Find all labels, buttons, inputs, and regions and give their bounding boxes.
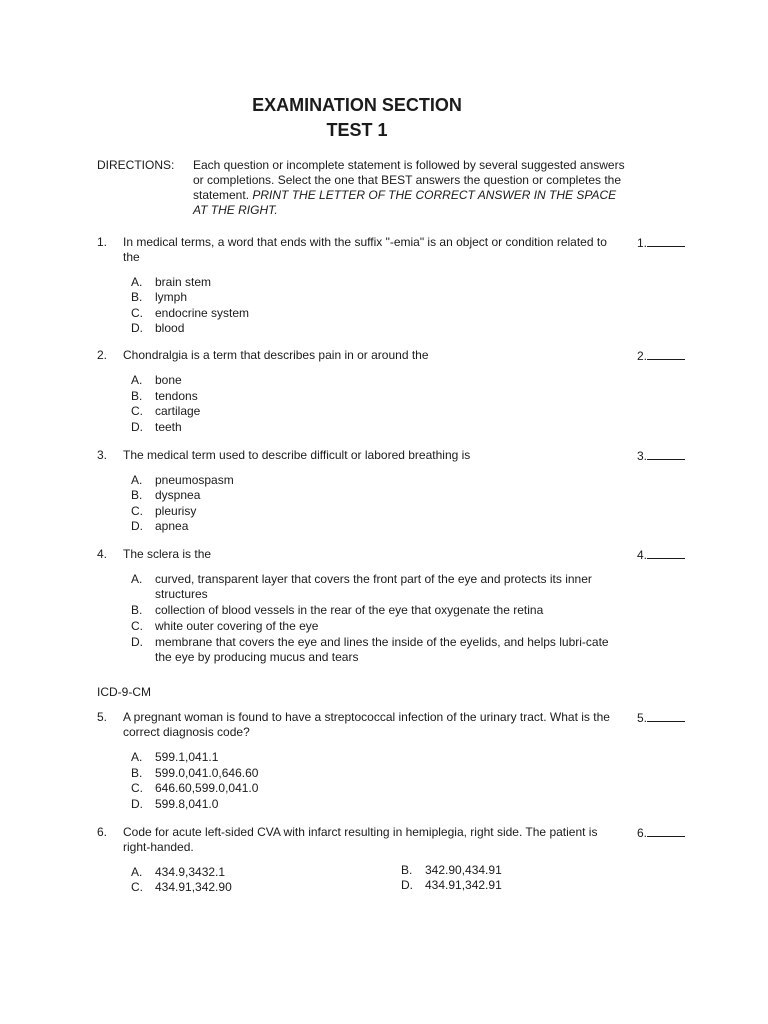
answer-blank[interactable] [637, 235, 685, 251]
option-letter: C. [131, 781, 143, 795]
option-letter: A. [131, 275, 143, 289]
option-text: cartilage [155, 404, 201, 418]
option-letter: A. [131, 750, 143, 764]
question-text: Chondralgia is a term that describes pain in or around the [123, 348, 429, 362]
option-text: teeth [155, 420, 182, 434]
option-text: lymph [155, 290, 188, 304]
option-letter: D. [131, 519, 143, 533]
option-letter: D. [131, 321, 143, 335]
answer-blank[interactable] [637, 448, 685, 464]
answer-blank[interactable] [637, 825, 685, 841]
question-number: 5. [97, 710, 108, 724]
option-text: bone [155, 373, 182, 387]
option-text: curved, transparent layer that covers the front part of the eye and protects its inner structures [155, 572, 592, 601]
option-text: 434.91,342.90 [155, 880, 232, 894]
option-text: collection of blood vessels in the rear of the eye that oxygenate the retina [155, 603, 544, 617]
question-text: In medical terms, a word that ends with the suffix "-emia" is an object or condition related to the [123, 235, 607, 264]
option-letter: C. [131, 404, 143, 418]
option-text: 342.90,434.91 [425, 863, 502, 877]
option-letter: B. [131, 603, 143, 617]
option-text: 434.91,342.91 [425, 878, 502, 892]
question-number: 2. [97, 348, 108, 362]
option-text: endocrine system [155, 306, 250, 320]
option-text: white outer covering of the eye [155, 619, 319, 633]
section-heading: ICD-9-CM [97, 685, 151, 699]
directions-label: DIRECTIONS: [97, 158, 175, 172]
option-letter: B. [131, 389, 143, 403]
option-letter: D. [131, 635, 143, 649]
option-letter: C. [131, 619, 143, 633]
option-text: 599.0,041.0,646.60 [155, 766, 259, 780]
option-text: apnea [155, 519, 189, 533]
answer-blank[interactable] [637, 710, 685, 726]
option-text: 599.1,041.1 [155, 750, 219, 764]
option-letter: B. [131, 488, 143, 502]
option-text: membrane that covers the eye and lines the inside of the eyelids, and helps lubri-cate the eye by producing mucus and tears [155, 635, 609, 664]
answer-number: 1. [637, 236, 648, 250]
option-text: brain stem [155, 275, 212, 289]
option-letter: A. [131, 572, 143, 586]
answer-blank[interactable] [637, 348, 685, 364]
option-letter: B. [131, 290, 143, 304]
question-text: The sclera is the [123, 547, 212, 561]
answer-number: 2. [637, 349, 648, 363]
option-letter: D. [131, 797, 143, 811]
answer-blank[interactable] [637, 547, 685, 563]
answer-number: 4. [637, 548, 648, 562]
option-letter: C. [131, 306, 143, 320]
question-text: A pregnant woman is found to have a streptococcal infection of the urinary tract. What is the correct diagnosis code? [123, 710, 610, 739]
option-letter: A. [131, 473, 143, 487]
option-letter: A. [131, 865, 143, 879]
option-text: 434.9,3432.1 [155, 865, 226, 879]
option-letter: B. [131, 766, 143, 780]
option-letter: B. [401, 863, 413, 877]
question-text: Code for acute left-sided CVA with infarct resulting in hemiplegia, right side. The patient is right-handed. [123, 825, 598, 854]
option-text: pleurisy [155, 504, 197, 518]
option-text: blood [155, 321, 185, 335]
option-text: pneumospasm [155, 473, 234, 487]
question-number: 1. [97, 235, 108, 249]
option-text: 646.60,599.0,041.0 [155, 781, 259, 795]
directions-emphasis: PRINT THE LETTER OF THE CORRECT ANSWER IN THE SPACE AT THE RIGHT. [193, 188, 617, 217]
question-number: 4. [97, 547, 108, 561]
test-title: TEST 1 [326, 120, 388, 140]
question-text: The medical term used to describe difficult or labored breathing is [123, 448, 471, 462]
option-letter: C. [131, 880, 143, 894]
option-letter: D. [401, 878, 413, 892]
option-text: tendons [155, 389, 198, 403]
option-letter: A. [131, 373, 143, 387]
option-text: 599.8,041.0 [155, 797, 219, 811]
exam-title: EXAMINATION SECTION [252, 95, 462, 115]
answer-number: 5. [637, 711, 648, 725]
question-number: 6. [97, 825, 108, 839]
answer-number: 3. [637, 449, 648, 463]
directions-text [193, 158, 633, 218]
option-letter: D. [131, 420, 143, 434]
question-number: 3. [97, 448, 108, 462]
answer-number: 6. [637, 826, 648, 840]
option-text: dyspnea [155, 488, 201, 502]
option-letter: C. [131, 504, 143, 518]
directions-body: Each question or incomplete statement is followed by several suggested answers or completions. Select the one that BEST answers the question or completes the statement. [193, 158, 625, 202]
